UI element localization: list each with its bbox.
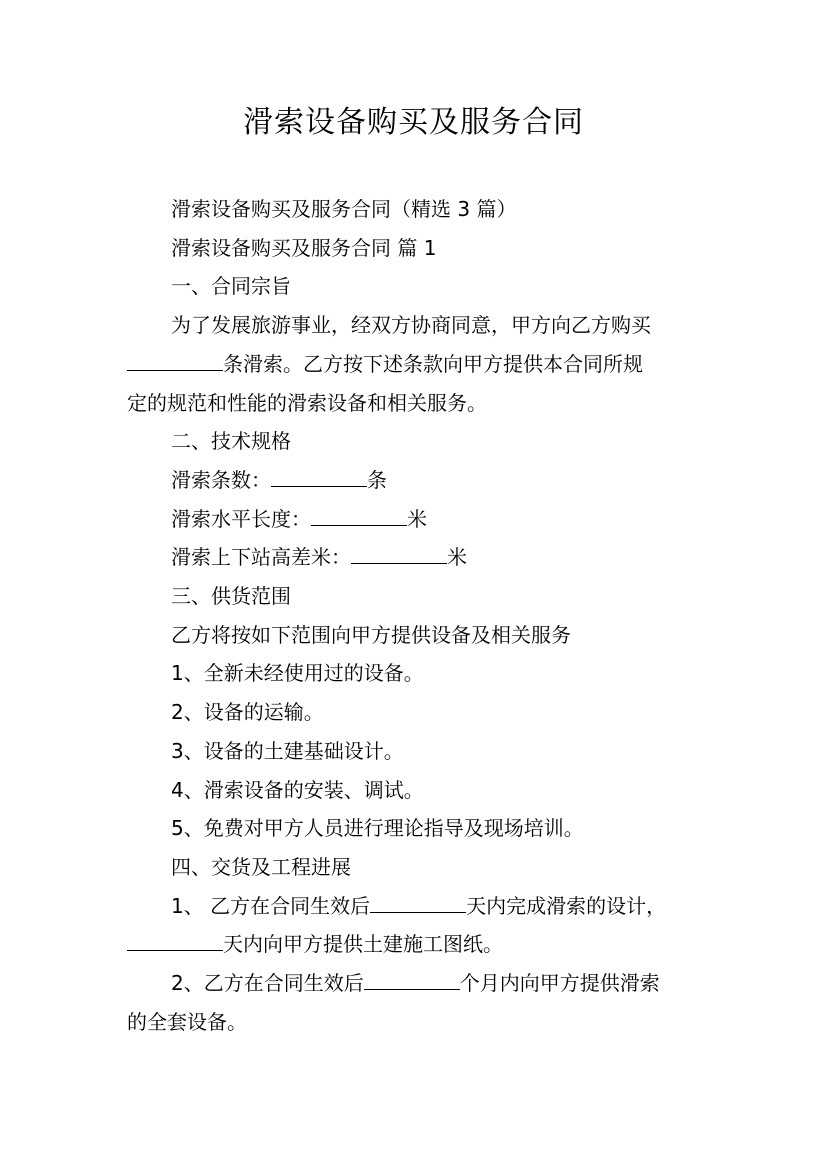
delivery-item1-line1: [127, 887, 705, 926]
section1-paragraph-line3: 定的规范和性能的滑索设备和相关服务。: [127, 390, 487, 415]
spec-height-unit: 米: [447, 545, 467, 570]
section1-paragraph-text-b: 条滑索。乙方按下述条款向甲方提供本合同所规: [223, 351, 643, 376]
supply-item-5: 5、免费对甲方人员进行理论指导及现场培训。: [171, 816, 584, 841]
section1-paragraph-line1: [127, 306, 705, 345]
delivery-item2-text-b: 个月内向甲方提供滑索: [459, 971, 660, 996]
spec-height-label: 滑索上下站高差米：: [171, 545, 351, 570]
spec-count-unit: 条: [367, 467, 387, 492]
blank-field: [364, 968, 460, 990]
spec-count-line: [127, 461, 705, 500]
document-title: 滑索设备购买及服务合同: [243, 105, 584, 140]
section1-paragraph-line2: [127, 345, 705, 384]
blank-field: [271, 465, 367, 487]
delivery-item1-text-a: 1、 乙方在合同生效后: [171, 893, 371, 918]
supply-item-4: 4、滑索设备的安装、调试。: [171, 777, 424, 802]
section1-heading: 一、合同宗旨: [171, 274, 291, 299]
supply-item-3: 3、设备的土建基础设计。: [171, 738, 404, 763]
part1-heading: 滑索设备购买及服务合同 篇 1: [171, 235, 437, 260]
spec-count-label: 滑索条数：: [171, 467, 271, 492]
document-body: [127, 190, 705, 1041]
intro-heading: 滑索设备购买及服务合同（精选 3 篇）: [171, 197, 517, 221]
section1-paragraph-text-a: 为了发展旅游事业，经双方协商同意，甲方向乙方购买: [171, 313, 651, 338]
delivery-item1-text-c: 天内向甲方提供土建施工图纸。: [223, 932, 503, 957]
section3-intro: 乙方将按如下范围向甲方提供设备及相关服务: [171, 622, 571, 647]
delivery-item2-line1: [127, 964, 705, 1003]
supply-item-2: 2、设备的运输。: [171, 700, 324, 725]
spec-length-label: 滑索水平长度：: [171, 506, 311, 531]
blank-field: [370, 891, 466, 913]
supply-item-1: 1、全新未经使用过的设备。: [171, 661, 424, 686]
section3-heading: 三、供货范围: [171, 584, 291, 609]
delivery-item2-text-a: 2、乙方在合同生效后: [171, 971, 364, 996]
section2-heading: 二、技术规格: [171, 429, 291, 454]
spec-length-line: [127, 500, 705, 539]
delivery-item2-line2: 的全套设备。: [127, 1009, 247, 1034]
blank-field: [311, 504, 407, 526]
delivery-item1-text-b: 天内完成滑索的设计，: [466, 893, 667, 918]
blank-field: [127, 929, 223, 951]
section4-heading: 四、交货及工程进展: [171, 854, 351, 879]
spec-height-line: [127, 538, 705, 577]
blank-field: [127, 349, 223, 371]
blank-field: [351, 542, 447, 564]
spec-length-unit: 米: [407, 506, 427, 531]
delivery-item1-line2: [127, 925, 705, 964]
